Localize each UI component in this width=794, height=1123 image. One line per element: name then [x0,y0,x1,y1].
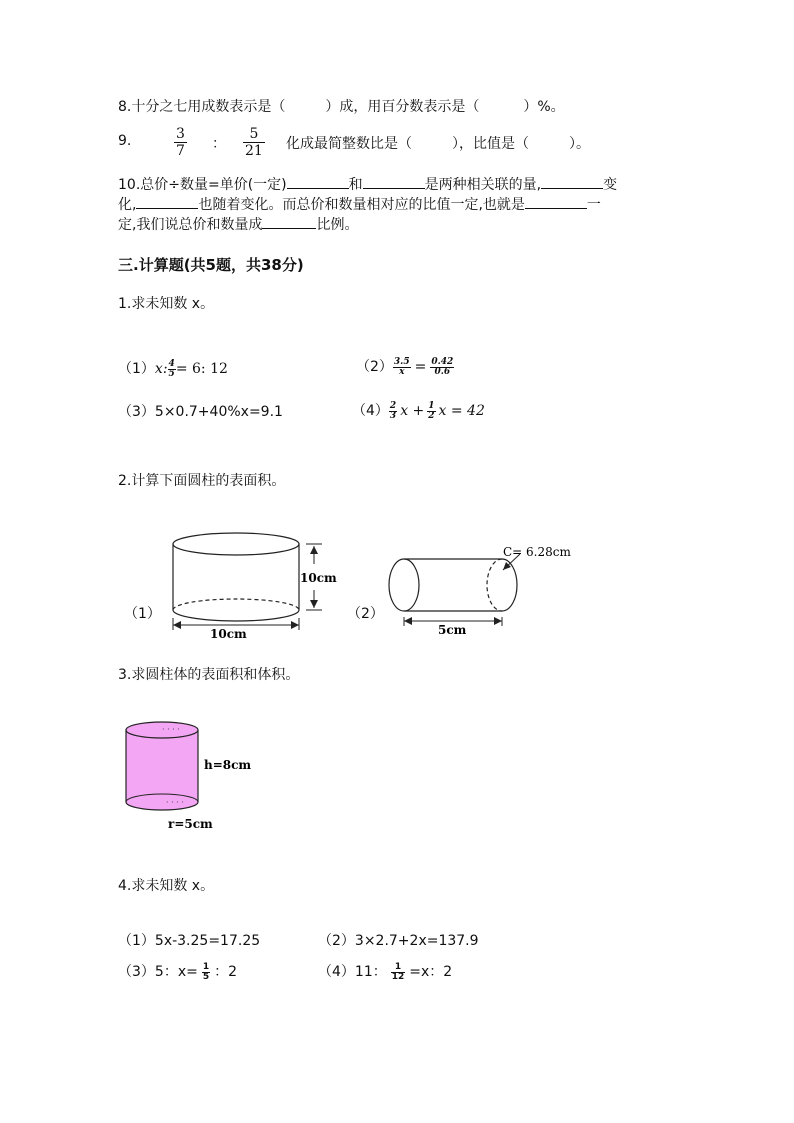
q9-fraction-1 [174,126,187,159]
p1-title: 1.求未知数 x。 [118,296,215,312]
cyl2-length-label: 5cm [438,623,467,637]
q10-text-2: 和 [348,177,363,193]
p1-item-3: （3）5×0.7+40%x=9.1 [118,404,283,420]
p3-title: 3.求圆柱体的表面积和体积。 [118,667,300,683]
q10-blank-5 [525,196,587,209]
cylinder-figure-1 [160,526,340,644]
q10-blank-3 [541,176,603,189]
q9-text-a: 化成最简整数比是（ [286,136,412,152]
cyl1-bottom-front [173,610,299,621]
q10-text-6: 也随着变化。而总价和数量相对应的比值一定,也就是 [198,197,525,213]
cyl1-height-arrowhead-down [310,600,318,608]
p1d-frac1-den: 3 [389,410,397,421]
p1a-var: x [154,361,163,377]
q9-f1-numerator: 3 [176,126,185,142]
p4-item-3 [118,961,237,982]
p4-title: 4.求未知数 x。 [118,878,215,894]
q9-text-c: ）。 [569,136,590,152]
section-3-heading: 三.计算题(共5题，共38分) [118,256,304,274]
cyl1-bottom-back [173,599,299,610]
p4-item-1: （1）5x-3.25=17.25 [118,933,261,949]
cylinder-figure-3 [118,714,258,834]
p4c-rest: ：2 [214,964,238,980]
p1b-eq: = [414,359,427,375]
p4-item-2: （2）3×2.7+2x=137.9 [318,933,479,949]
p1a-colon: : [162,361,168,377]
cylinder-figure-2 [382,540,582,640]
p2-label-1: （1） [124,606,161,622]
q10-line-1 [118,174,617,194]
p1-item-4 [352,400,485,421]
cyl3-radius-label: r=5cm [168,817,213,831]
cyl2-len-arrowhead-left [404,617,412,625]
q8-text-b: ）成，用百分数表示是（ [325,99,480,115]
q10-text-8: 定,我们说总价和数量成 [118,217,263,233]
q10-text-5: 化, [118,197,137,213]
q10-blank-2 [363,176,425,189]
q10-text-7: 一 [586,197,601,213]
q9-f2-denominator: 21 [245,143,263,159]
p1b-frac2-den: 0.6 [434,366,451,377]
p1d-frac2-num: 1 [428,400,435,411]
cyl3-top-dots: · · · · [162,725,180,734]
p1-item-1 [118,358,228,379]
cyl2-left-ellipse [389,559,419,611]
p1d-frac1-num: 2 [389,400,397,411]
p4-item-4 [318,961,452,982]
p1b-frac2-num: 0.42 [431,356,454,367]
p2-label-2: （2） [347,606,384,622]
q10-blank-6 [262,216,316,229]
cyl3-body [126,730,198,810]
p4d-frac-num: 1 [391,963,406,973]
q10-line-2 [118,194,601,214]
q10-text-9: 比例。 [316,217,359,233]
cyl3-bottom-dots: · · · · [166,798,184,807]
q10-text-1: 10.总价÷数量=单价(一定) [118,177,287,193]
p1a-label: （1） [118,361,155,377]
p1b-frac1-num: 3.5 [393,356,410,367]
p4d-frac-den: 12 [391,971,405,982]
q9-colon: ： [212,136,226,152]
q9-f2-numerator: 5 [243,126,265,143]
p1a-frac-den: 5 [168,368,175,379]
p1d-x2: x = 42 [438,403,485,419]
p1d-frac2-den: 2 [428,410,435,421]
q9-text [286,133,590,153]
p4c-label: （3）5：x= [118,964,198,980]
cyl3-height-label: h=8cm [204,758,252,772]
p1a-rest: = 6: 12 [175,361,228,377]
p1d-label: （4） [352,403,389,419]
q9-number: 9. [118,133,132,149]
p1-item-2 [356,356,454,377]
cyl1-width-arrowhead-left [173,621,181,629]
q9-f1-denominator: 7 [176,143,185,159]
cyl1-height-arrowhead-up [310,546,318,554]
p4c-frac-den: 5 [202,971,210,982]
cyl1-diameter-label: 10cm [210,627,247,641]
p4d-label: （4）11： [318,964,387,980]
p4c-frac-num: 1 [202,961,210,972]
q10-blank-1 [287,176,349,189]
p1b-label: （2） [356,359,393,375]
cyl2-circ-label: C= 6.28cm [503,545,571,559]
q10-blank-4 [136,196,198,209]
cyl2-len-arrowhead-right [494,617,502,625]
p2-title: 2.计算下面圆柱的表面积。 [118,473,286,489]
cyl2-right-back [487,559,502,611]
p4d-rest: =x：2 [409,964,453,980]
q8-text-c: ）%。 [523,99,565,115]
p1b-frac1-den: x [399,366,405,377]
q9-fraction-2 [243,126,265,159]
cyl1-height-label: 10cm [300,571,337,585]
p1d-x1: x + [400,403,425,419]
cyl1-top-ellipse [173,533,299,555]
question-8 [118,96,565,116]
q8-text-a: 8.十分之七用成数表示是（ [118,99,286,115]
cyl1-width-arrowhead-right [291,621,299,629]
q10-line-3 [118,214,358,234]
q10-text-4: 变 [603,177,618,193]
p1a-frac-num: 4 [168,358,175,369]
q9-text-b: ），比值是（ [452,136,529,152]
q10-text-3: 是两种相关联的量, [424,177,542,193]
